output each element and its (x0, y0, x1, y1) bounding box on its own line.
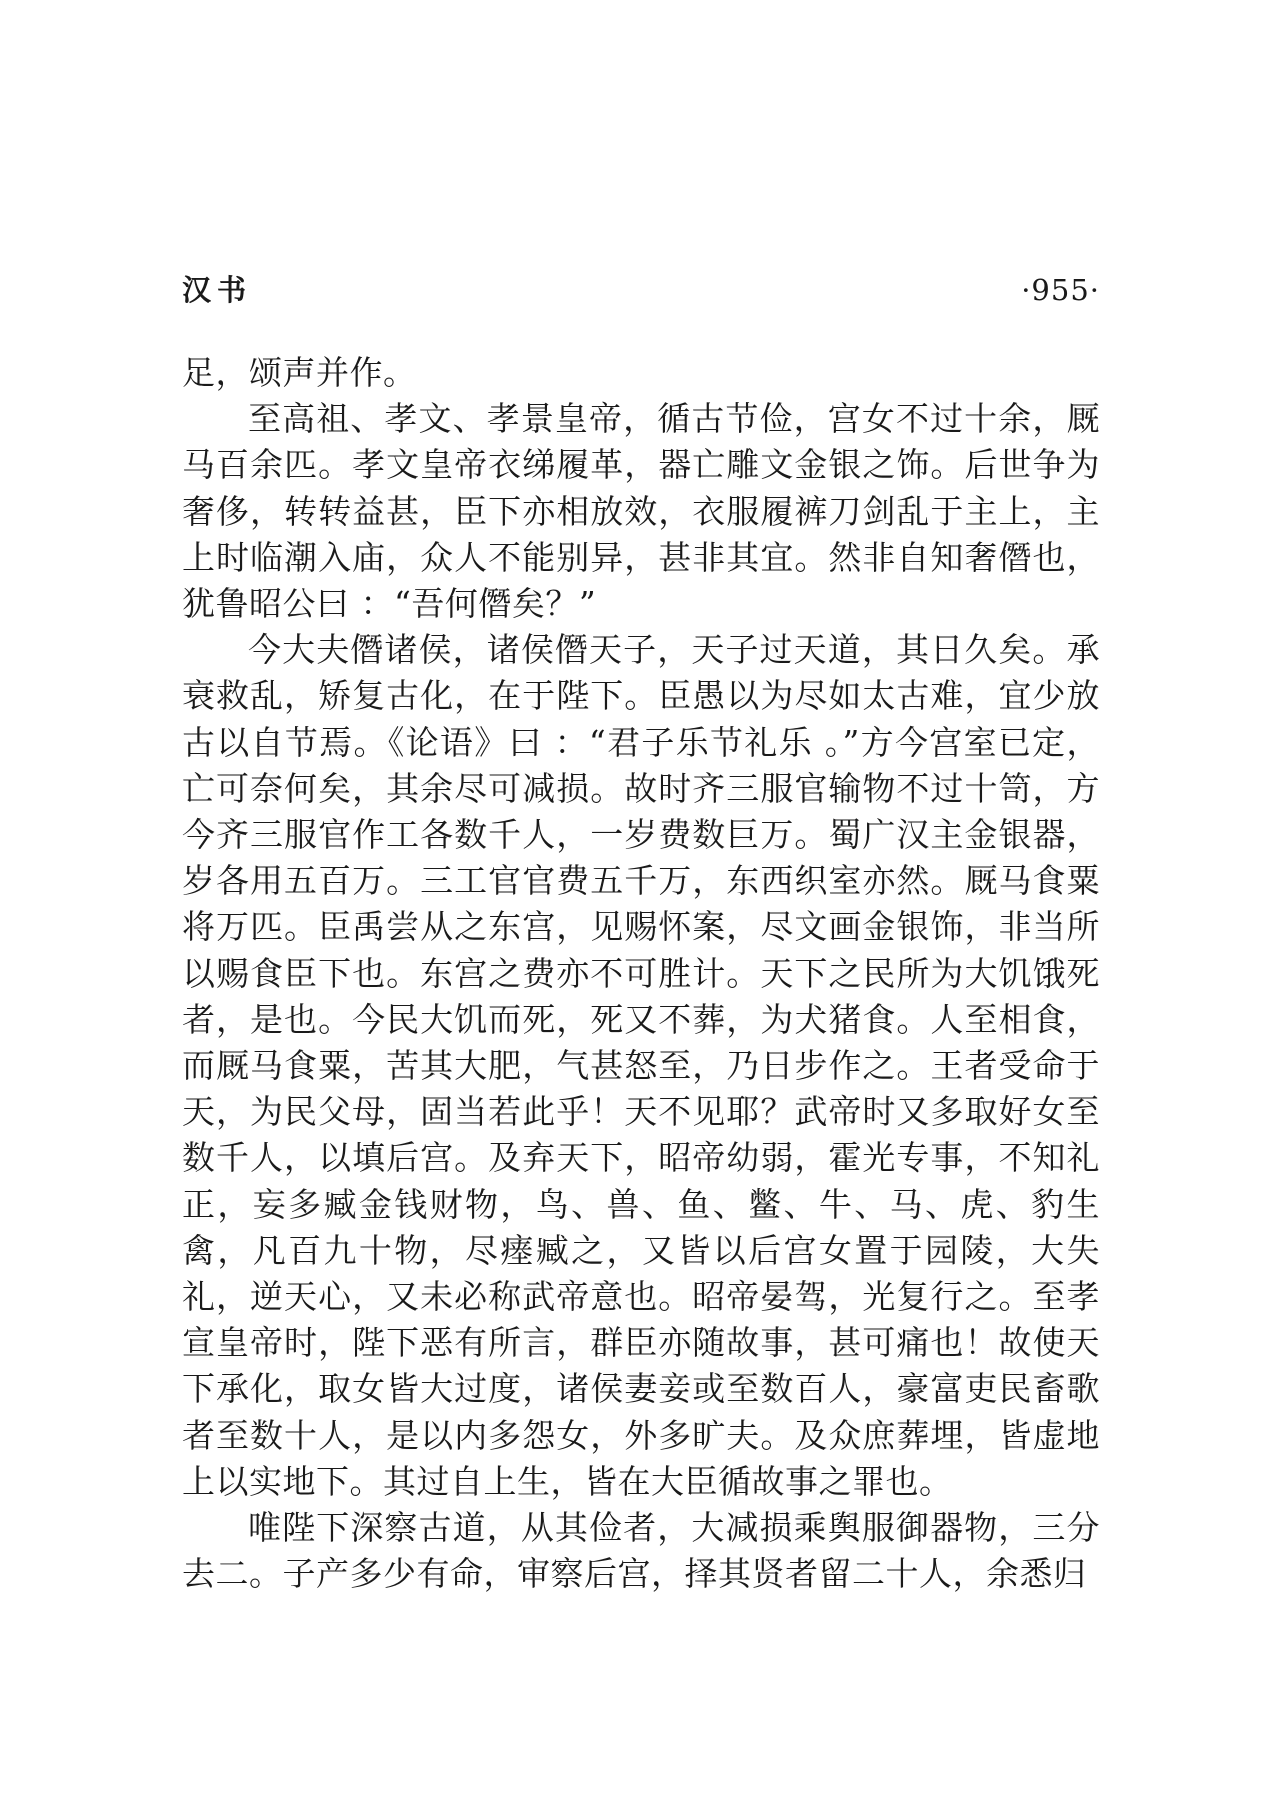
paragraph: 足，颂声并作。 (182, 353, 417, 392)
body-text (182, 350, 1100, 1597)
paragraph: 今大夫僭诸侯，诸侯僭天子，天子过天道，其日久矣。承衰救乱，矫复古化，在于陛下。臣愚以为尽如太古难，宜少放古以自节焉。《论语》曰 ：“君子乐节礼乐 。”方今宫室已定，亡可奈何矣，其余尽可减损。故时齐三服官输物不过十笥，方今齐三服官作工各数千人，一岁费数巨万。蜀广汉主金银器，岁各用五百万。三工官官费五千万，东西织室亦然。厩马食粟将万匹。臣禹尝从之东宫，见赐怀案，尽文画金银饰，非当所以赐食臣下也。东宫之费亦不可胜计。天下之民所为大饥饿死者，是也。今民大饥而死，死又不葬，为犬猪食。人至相食，而厩马食粟，苦其大肥，气甚怒至，乃日步作之。王者受命于天，为民父母，固当若此乎！天不见耶？武帝时又多取好女至数千人，以填后宫。及弃天下，昭帝幼弱，霍光专事，不知礼正，妄多臧金钱财物，鸟、兽、鱼、鳖、牛、马、虎、豹生禽，凡百九十物，尽瘗臧之，又皆以后宫女置于园陵，大失礼，逆天心，又未必称武帝意也。昭帝晏驾，光复行之。至孝宣皇帝时，陛下恶有所言，群臣亦随故事，甚可痛也！故使天下承化，取女皆大过度，诸侯妻妾或至数百人，豪富吏民畜歌者至数十人，是以内多怨女，外多旷夫。及众庶葬埋，皆虚地上以实地下。其过自上生，皆在大臣循故事之罪也。 (182, 630, 1100, 1501)
page-number: ·955· (1021, 273, 1100, 307)
running-header (182, 268, 1100, 312)
paragraph: 至高祖、孝文、孝景皇帝，循古节俭，宫女不过十余，厩马百余匹。孝文皇帝衣绨履革，器亡雕文金银之饰。后世争为奢侈，转转益甚，臣下亦相放效，衣服履裤刀剑乱于主上，主上时临潮入庙，众人不能别异，甚非其宜。然非自知奢僭也，犹鲁昭公曰 ：“吾何僭矣？” (182, 399, 1100, 624)
paragraph: 唯陛下深察古道，从其俭者，大减损乘舆服御器物，三分去二。子产多少有命，审察后宫，择其贤者留二十人，余悉归 (182, 1508, 1100, 1594)
book-title: 汉书 (182, 273, 253, 307)
